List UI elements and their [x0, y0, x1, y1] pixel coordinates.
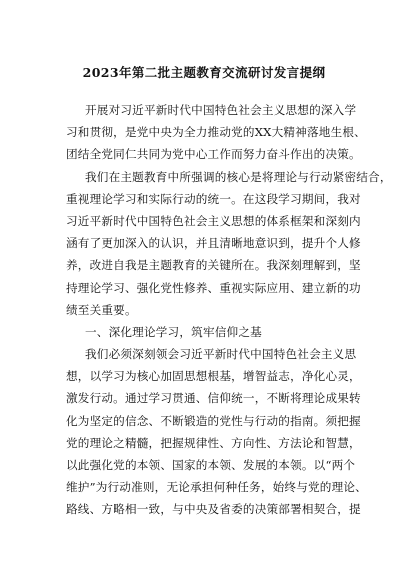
- paragraph-line: 团结全党同仁共同为党中心工作而努力奋斗作出的决策。: [66, 147, 361, 162]
- paragraph-line: 习和贯彻，是党中央为全力推动党的XX大精神落地生根、: [66, 125, 366, 140]
- paragraph-line: 养，改进自我是主题教育的关键所在。我深刻理解到，坚: [66, 258, 361, 273]
- paragraph-line: 激发行动。通过学习贯通、信仰统一，不断将理论成果转: [66, 391, 361, 406]
- paragraph-line: 绩至关重要。: [66, 302, 137, 317]
- paragraph-line: 开展对习近平新时代中国特色社会主义思想的深入学: [85, 103, 357, 117]
- paragraph-line: 以此强化党的本领、国家的本领、发展的本领。以“两个: [66, 458, 356, 472]
- section-heading: 一、深化理论学习，筑牢信仰之基: [85, 324, 262, 339]
- paragraph-line: 维护”为行动准则，无论承担何种任务，始终与党的理论、: [66, 480, 367, 495]
- paragraph-line: 我们必须深刻领会习近平新时代中国特色社会主义思: [85, 347, 357, 362]
- document-body: [66, 99, 392, 521]
- paragraph-line: 想，以学习为核心加固思想根基，增智益志，净化心灵，: [66, 369, 361, 384]
- paragraph-line: 持理论学习、强化党性修养、重视实际应用、建立新的功: [66, 280, 361, 295]
- paragraph-line: 习近平新时代中国特色社会主义思想的体系框架和深刻内: [66, 213, 361, 228]
- paragraph-line: 我们在主题教育中所强调的核心是将理论与行动紧密结合，: [85, 169, 392, 184]
- paragraph-line: 涵有了更加深入的认识，并且清晰地意识到，提升个人修: [66, 236, 361, 251]
- paragraph-line: 路线、方略相一致，与中央及省委的决策部署相契合，提: [66, 502, 361, 517]
- paragraph-line: 重视理论学习和实际行动的统一。在这段学习期间，我对: [66, 191, 361, 206]
- paragraph-line: 党的理论之精髓，把握规律性、方向性、方法论和智慧，: [66, 435, 361, 450]
- paragraph-line: 化为坚定的信念、不断锻造的党性与行动的指南。须把握: [66, 413, 361, 428]
- document-title: 2023年第二批主题教育交流研讨发言提纲: [82, 65, 326, 80]
